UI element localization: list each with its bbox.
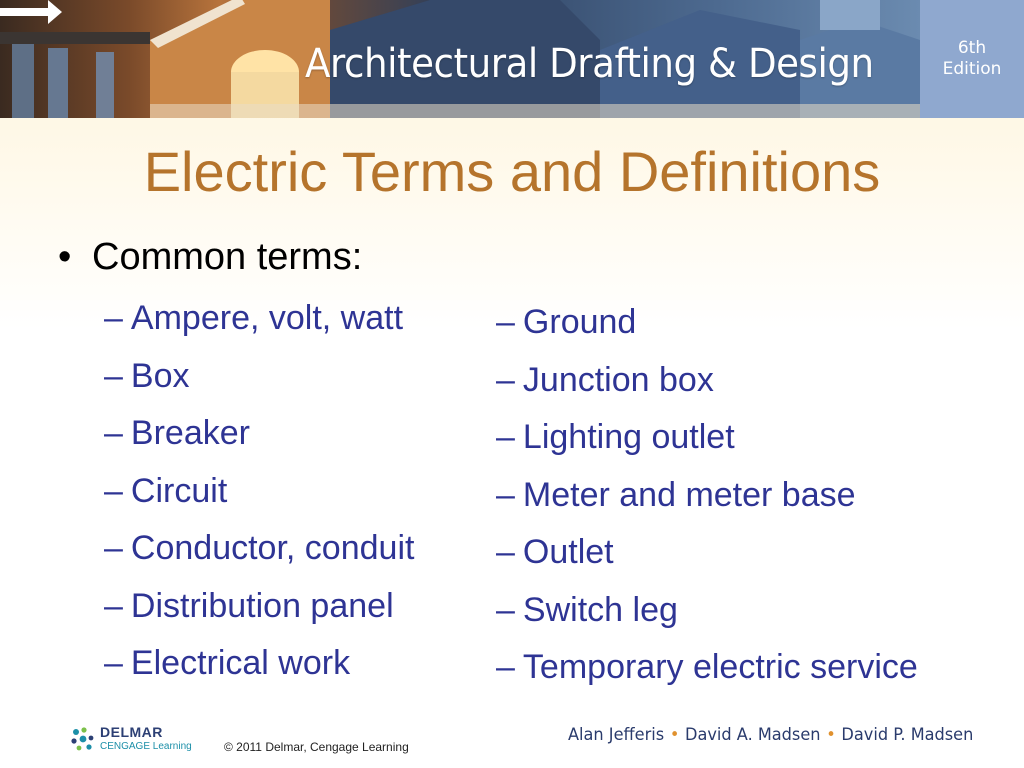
- term-item: [104, 582, 414, 640]
- dash-icon: –: [496, 418, 515, 456]
- term-item: [104, 409, 414, 467]
- term-text: Distribution panel: [130, 586, 394, 625]
- author-credits: [568, 722, 973, 748]
- dash-icon: –: [104, 356, 123, 395]
- term-text: Circuit: [130, 471, 228, 510]
- dash-icon: –: [104, 414, 123, 452]
- author-separator: •: [669, 725, 680, 745]
- copyright-notice: © 2011 Delmar, Cengage Learning: [224, 740, 409, 754]
- author-name: David P. Madsen: [841, 725, 974, 745]
- dash-icon: –: [104, 529, 123, 567]
- dash-icon: –: [104, 644, 123, 682]
- term-text: Breaker: [130, 414, 250, 452]
- dash-icon: –: [496, 303, 515, 341]
- porch-column: [96, 52, 114, 118]
- term-text: Box: [130, 356, 190, 395]
- term-item: [104, 524, 414, 582]
- terms-list-left: [104, 294, 414, 697]
- term-item: [104, 639, 414, 697]
- book-title: Architectural Drafting & Design: [305, 41, 874, 87]
- term-text: Conductor, conduit: [130, 529, 415, 567]
- terms-list-right: [496, 298, 918, 701]
- term-item: [496, 528, 918, 586]
- dash-icon: –: [496, 475, 515, 514]
- term-item: [496, 586, 918, 644]
- term-text: Switch leg: [522, 590, 678, 629]
- slide-title: Electric Terms and Definitions: [143, 140, 881, 203]
- bullet-icon: •: [58, 236, 72, 278]
- dash-icon: –: [104, 299, 123, 337]
- term-item: [496, 413, 918, 471]
- dash-icon: –: [104, 471, 123, 510]
- delmar-cengage-logo-icon: [70, 726, 96, 752]
- term-text: Outlet: [522, 533, 614, 571]
- dash-icon: –: [104, 586, 123, 625]
- chimney-sky: [820, 0, 880, 30]
- term-text: Ampere, volt, watt: [130, 299, 404, 337]
- edition-label: Edition: [942, 59, 1002, 79]
- bullet-text: Common terms:: [92, 236, 363, 278]
- term-item: [496, 643, 918, 701]
- edition-number: 6th: [957, 38, 987, 58]
- term-item: [496, 471, 918, 529]
- author-name: David A. Madsen: [685, 725, 821, 745]
- term-text: Junction box: [522, 360, 714, 399]
- logo-wordmark-delmar: DELMAR: [100, 724, 163, 740]
- porch-column: [12, 40, 34, 118]
- house-photo: [0, 0, 920, 118]
- term-item: [496, 356, 918, 414]
- dash-icon: –: [496, 533, 515, 571]
- header-banner: [0, 0, 1024, 118]
- porch-column: [48, 48, 68, 118]
- term-text: Ground: [522, 303, 637, 341]
- title-arrow-icon: [0, 0, 62, 24]
- term-text: Temporary electric service: [522, 648, 918, 686]
- author-name: Alan Jefferis: [568, 725, 665, 745]
- edition-badge: [920, 0, 1024, 118]
- dash-icon: –: [496, 648, 515, 686]
- porch-beam: [0, 32, 150, 44]
- main-bullet: [58, 232, 362, 282]
- logo-wordmark-cengage: CENGAGE Learning: [100, 741, 192, 752]
- term-item: [496, 298, 918, 356]
- dash-icon: –: [496, 590, 515, 629]
- term-item: [104, 352, 414, 410]
- delmar-cengage-logo: [70, 724, 220, 758]
- term-item: [104, 294, 414, 352]
- term-item: [104, 467, 414, 525]
- dash-icon: –: [496, 360, 515, 399]
- term-text: Meter and meter base: [522, 475, 856, 514]
- trim-band: [150, 104, 920, 118]
- term-text: Lighting outlet: [522, 418, 735, 456]
- term-text: Electrical work: [130, 644, 351, 682]
- author-separator: •: [826, 725, 836, 745]
